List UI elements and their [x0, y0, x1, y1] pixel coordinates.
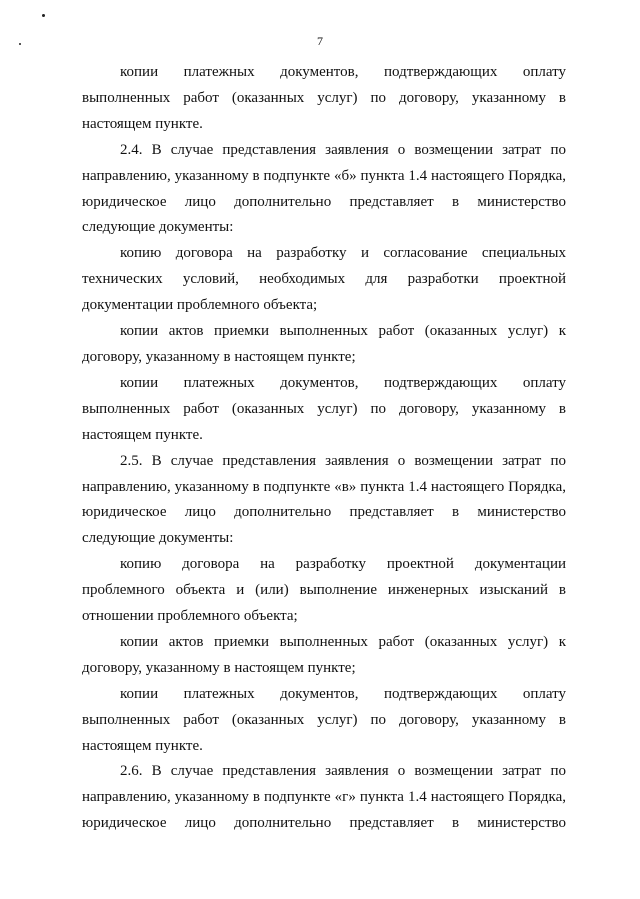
paragraph: копии платежных документов, подтверждающих оплату выполненных работ (оказанных услуг) по договору, указанному в настоящем пункте. [82, 374, 566, 443]
paragraph: копию договора на разработку и согласование специальных технических условий, необходимых для разработки проектной документации проблемного объекта; [82, 245, 566, 314]
paragraph: копии актов приемки выполненных работ (оказанных услуг) к договору, указанному в настоящем пункте; [82, 633, 566, 676]
paragraph: 2.5. В случае представления заявления о возмещении затрат по направлению, указанному в подпункте «в» пункта 1.4 настоящего Порядка, юридическое лицо дополнительно представляет в министерство следующие документы: [82, 452, 566, 547]
scan-speck [42, 14, 45, 17]
paragraph: копии платежных документов, подтверждающих оплату выполненных работ (оказанных услуг) по договору, указанному в настоящем пункте. [82, 685, 566, 754]
paragraph: 2.4. В случае представления заявления о возмещении затрат по направлению, указанному в подпункте «б» пункта 1.4 настоящего Порядка, юридическое лицо дополнительно представляет в министерство следующие документы: [82, 141, 566, 236]
page-number: 7 [317, 34, 323, 48]
body-text [82, 60, 566, 837]
paragraph: копии платежных документов, подтверждающих оплату выполненных работ (оказанных услуг) по договору, указанному в настоящем пункте. [82, 64, 566, 132]
paragraph: копии актов приемки выполненных работ (оказанных услуг) к договору, указанному в настоящем пункте; [82, 323, 566, 365]
paragraph: копию договора на разработку проектной документации проблемного объекта и (или) выполнение инженерных изысканий в отношении проблемного объекта; [82, 556, 566, 625]
paragraph: 2.6. В случае представления заявления о возмещении затрат по направлению, указанному в подпункте «г» пункта 1.4 настоящего Порядка, юридическое лицо дополнительно представляет в министерство [82, 763, 566, 832]
